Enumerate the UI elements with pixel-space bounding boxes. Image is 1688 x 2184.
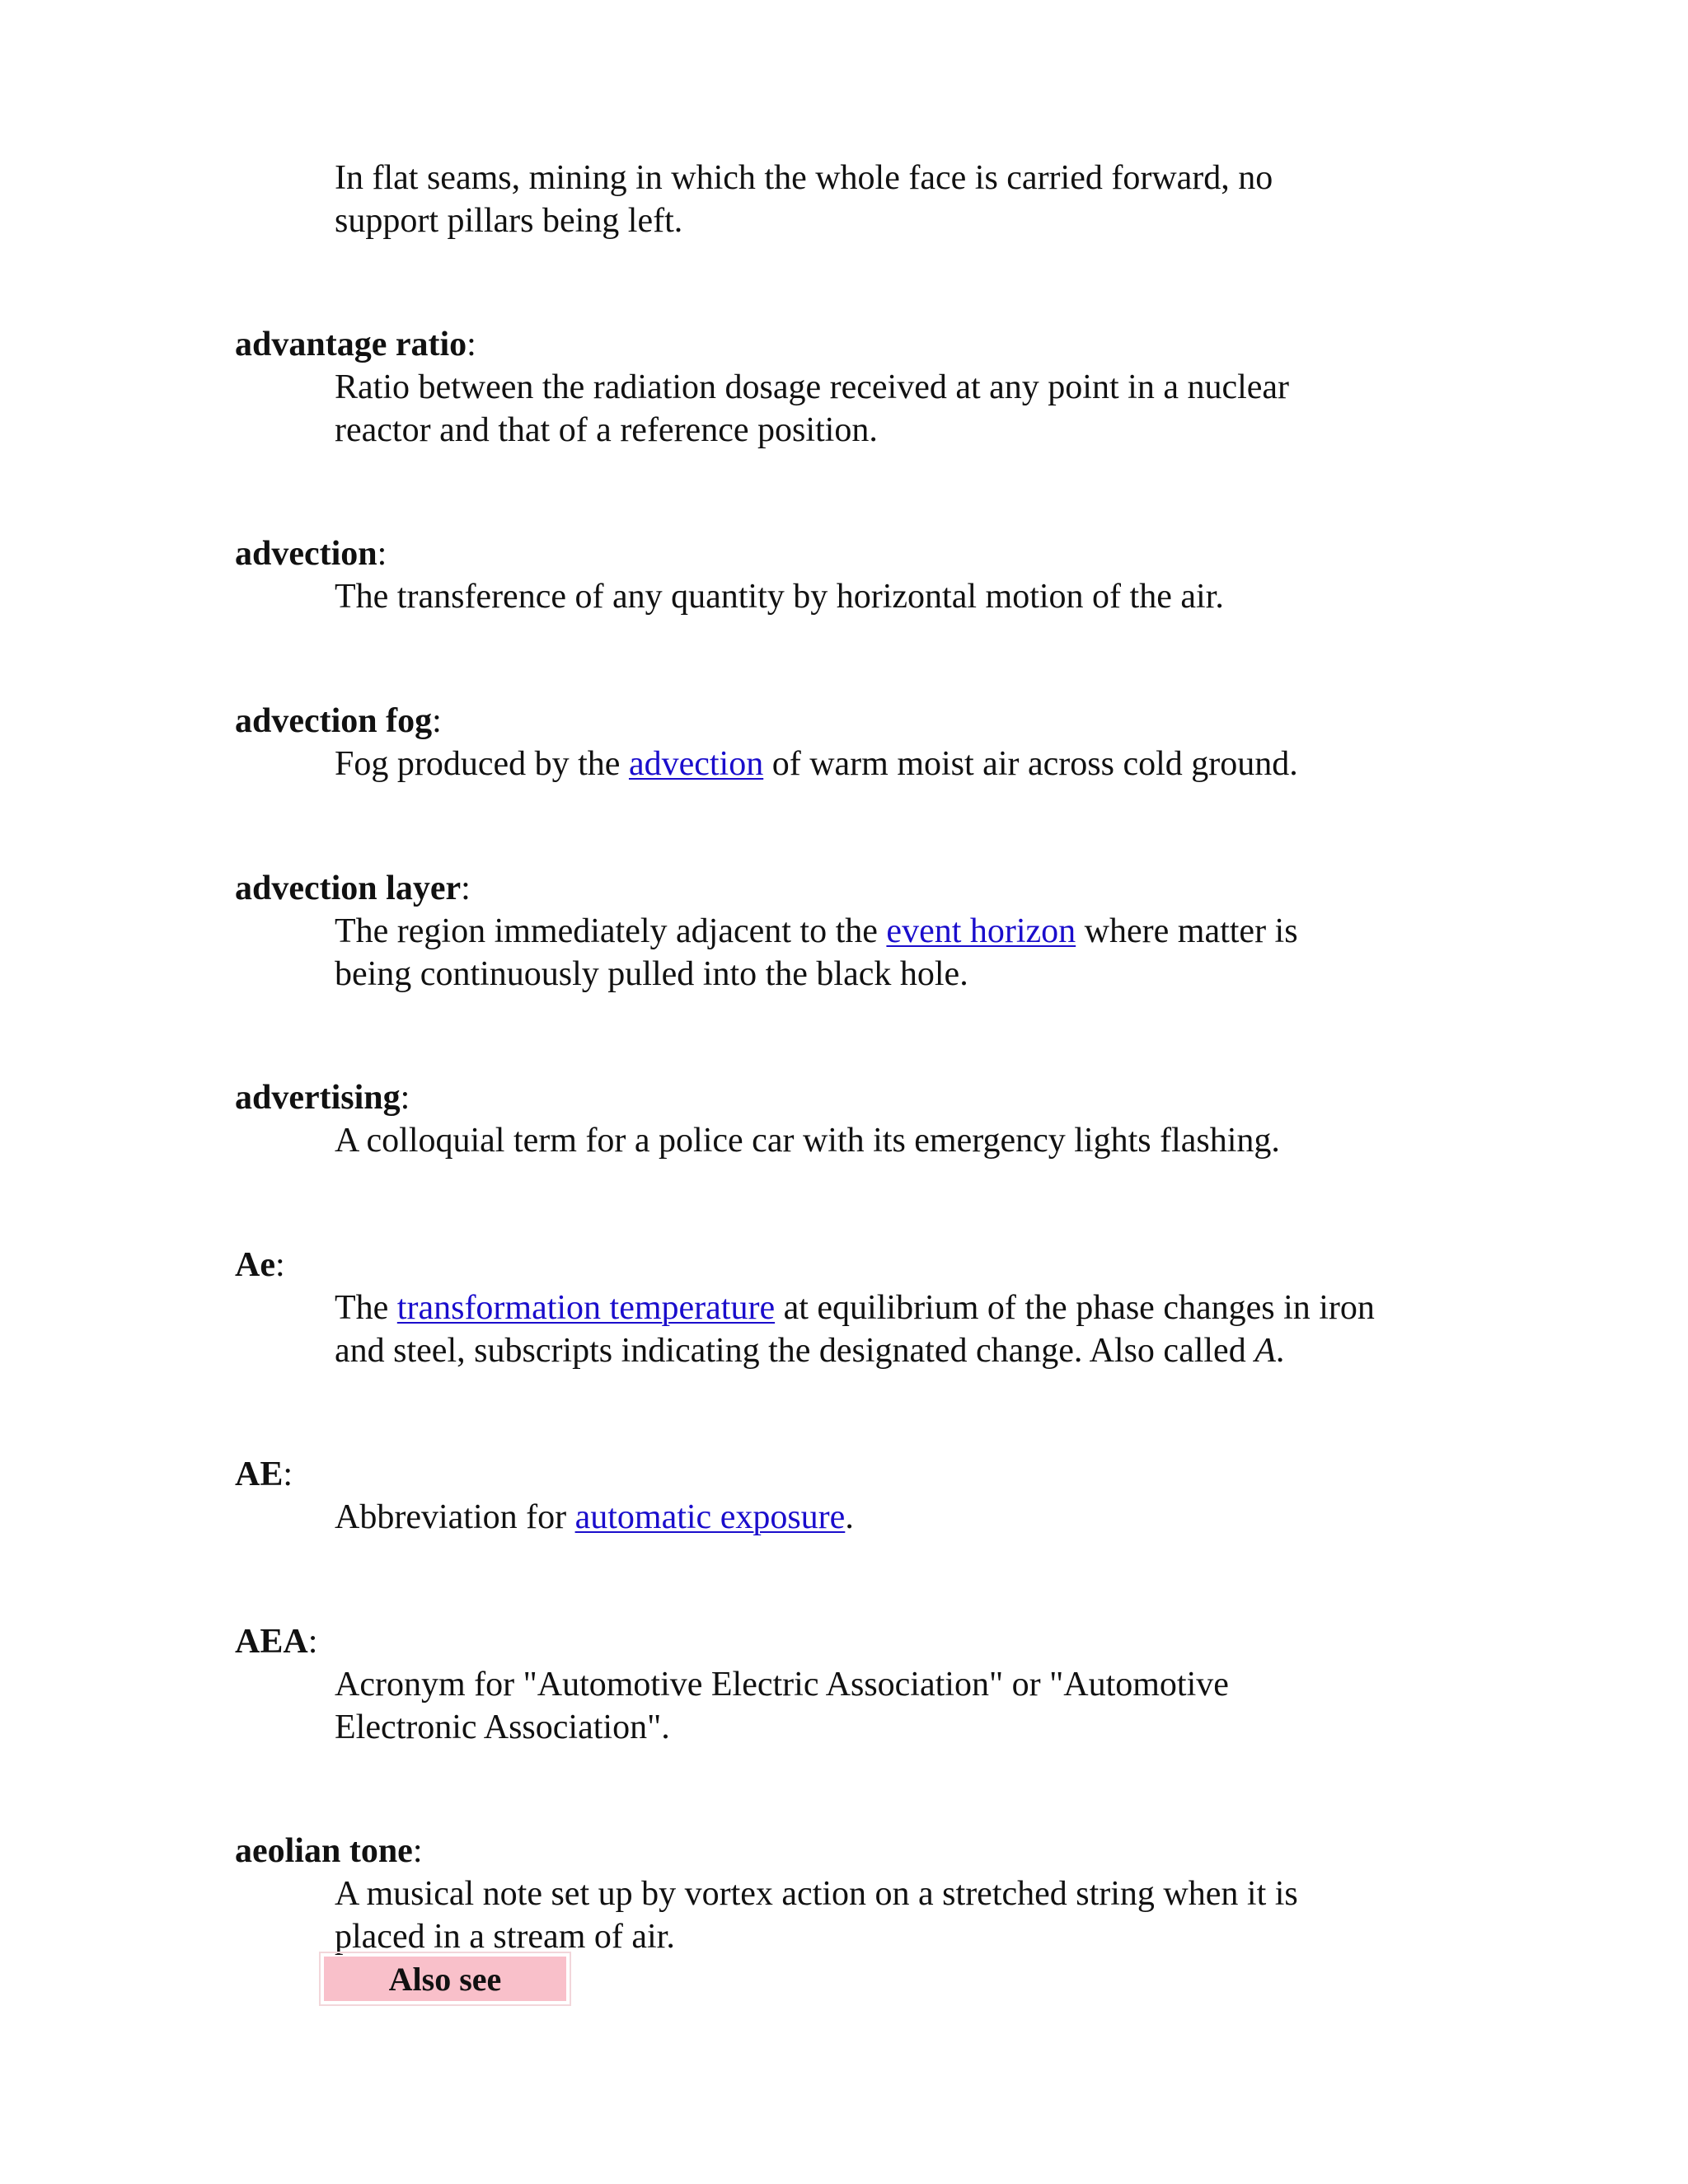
term-colon: : [400,1079,410,1117]
link-event-horizon[interactable]: event horizon [886,912,1076,950]
link-transformation-temperature[interactable]: transformation temperature [396,1289,776,1327]
definition-text: where matter is [1076,912,1298,950]
definition-text: of warm moist air across cold ground. [763,745,1298,783]
term-label: AEA [235,1623,308,1661]
definition-AEA [335,1663,1489,1749]
definition-text: The [335,1289,397,1327]
definition-line [335,910,1489,953]
definition-line: Acronym for "Automotive Electric Association" or "Automotive [335,1666,1229,1704]
definition-line: A colloquial term for a police car with its emergency lights flashing. [335,1122,1280,1160]
term-label: AE [235,1455,284,1493]
definition-line: In flat seams, mining in which the whole face is carried forward, no [335,159,1273,197]
definition-line [335,1496,1489,1539]
definition-text: at equilibrium of the phase changes in iron [775,1289,1375,1327]
definition-italic: A [1254,1332,1276,1370]
definition-advection [335,575,1489,618]
definition-line: being continuously pulled into the black hole. [335,955,968,993]
definition-text: and steel, subscripts indicating the designated change. Also called [335,1332,1255,1370]
term-advantage-ratio [235,323,476,366]
term-advection [235,532,387,575]
term-colon: : [283,1455,293,1493]
definition-line [335,1286,1489,1329]
term-advection-fog [235,700,442,743]
definition-text: Abbreviation for [335,1498,575,1536]
term-label: aeolian tone [235,1832,413,1870]
term-label: Ae [235,1246,275,1284]
definition-line: Ratio between the radiation dosage received at any point in a nuclear [335,368,1290,406]
term-colon: : [432,702,442,740]
term-label: advection fog [235,702,433,740]
term-colon: : [412,1832,423,1870]
definition-aeolian-tone [335,1872,1489,1958]
definition-line: reactor and that of a reference position. [335,411,878,449]
term-advection-layer [235,867,471,910]
link-advection[interactable]: advection [628,745,764,783]
definition-ae [335,1286,1489,1372]
definition-text: Fog produced by the [335,745,629,783]
definition-advantage-ratio [335,366,1489,452]
definition-line: support pillars being left. [335,202,683,240]
definition-advection-fog [335,743,1489,785]
term-ae [235,1244,285,1286]
definition-line: The transference of any quantity by horizontal motion of the air. [335,578,1224,616]
term-colon: : [274,1246,285,1284]
term-AE [235,1453,293,1496]
term-advertising [235,1076,410,1119]
term-colon: : [377,535,387,573]
term-aeolian-tone [235,1830,423,1872]
term-AEA [235,1620,317,1663]
definition-line [335,743,1489,785]
definition-mining-continuation [335,157,1489,242]
term-label: advertising [235,1079,401,1117]
also-see-label[interactable]: Also see [324,1957,566,2001]
definition-AE [335,1496,1489,1539]
term-colon: : [467,326,476,363]
definition-text: The region immediately adjacent to the [335,912,887,950]
term-label: advection [235,535,377,573]
definition-advertising [335,1119,1489,1162]
link-automatic-exposure[interactable]: automatic exposure [574,1498,846,1536]
definition-line: A musical note set up by vortex action on a stretched string when it is [335,1875,1298,1913]
term-colon: : [307,1623,318,1661]
term-colon: : [461,869,471,907]
definition-line [335,1329,1489,1372]
definition-line: placed in a stream of air. [335,1918,675,1956]
term-label: advection layer [235,869,462,907]
definition-text: . [845,1498,854,1536]
definition-line: Electronic Association". [335,1708,670,1746]
definition-text: . [1275,1332,1285,1370]
also-see-button[interactable] [319,1952,571,2006]
definition-advection-layer [335,910,1489,996]
term-label: advantage ratio [235,326,467,363]
